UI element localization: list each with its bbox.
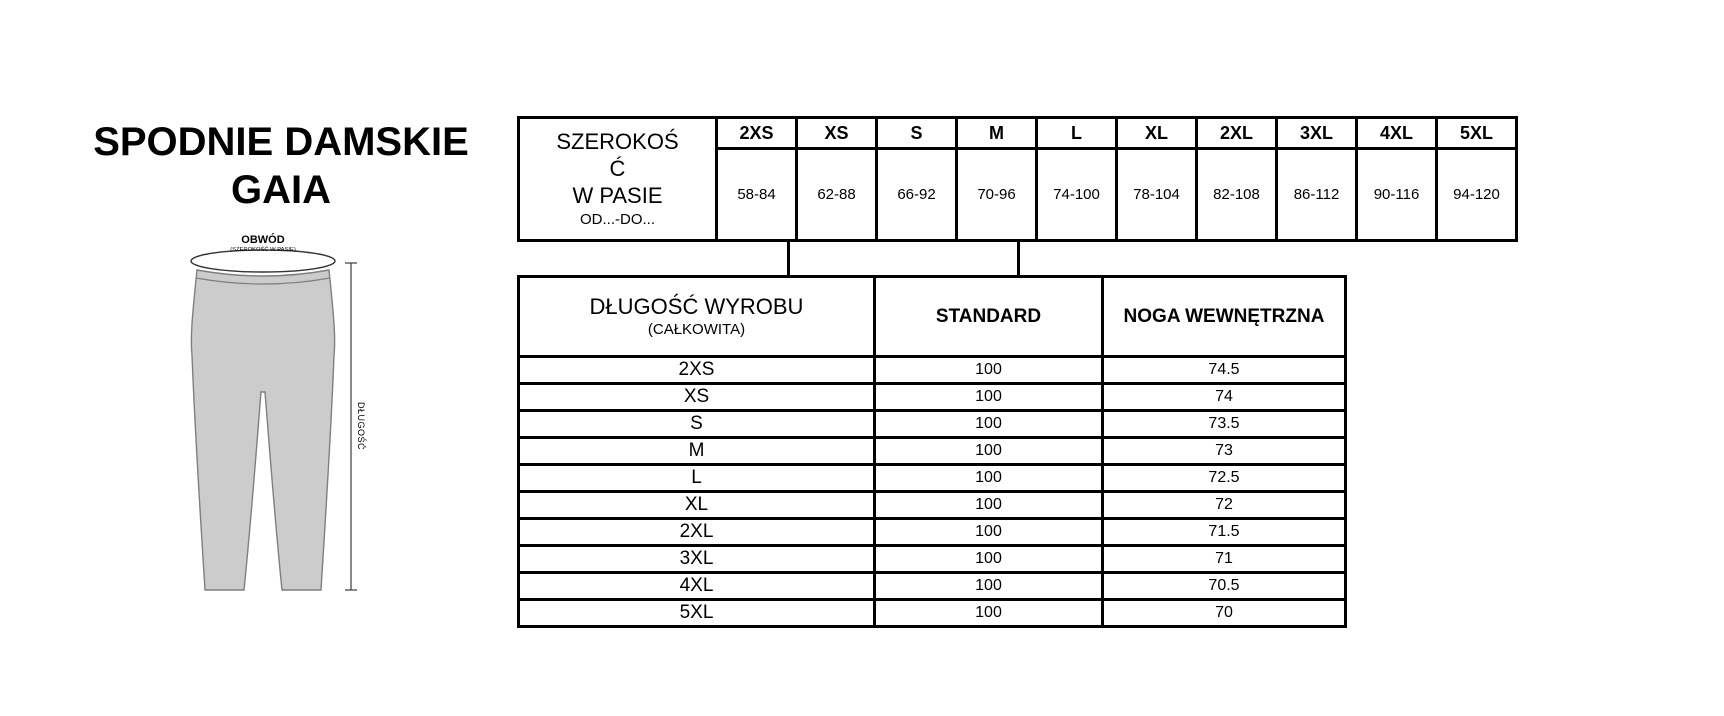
row-size-label: M [519,438,875,465]
page-title-line1: SPODNIE DAMSKIE [93,120,469,164]
length-col1-title: DŁUGOŚĆ WYROBU [589,294,804,319]
size-header-3xl: 3XL [1277,118,1357,149]
pants-silhouette-shape [191,270,334,590]
size-header-s: S [877,118,957,149]
waist-circumference-sublabel: (SZEROKOŚĆ W PASIE) [230,247,296,253]
waist-header-line4: OD...-DO... [580,210,655,228]
table-row [519,384,1346,411]
table-row [519,465,1346,492]
table-row [519,438,1346,465]
table-row [519,411,1346,438]
waist-range-4xl: 90-116 [1357,149,1437,241]
row-inner-leg-value: 70.5 [1103,573,1346,600]
waist-range-s: 66-92 [877,149,957,241]
size-header-4xl: 4XL [1357,118,1437,149]
length-dimension-line [345,263,357,590]
row-inner-leg-value: 72.5 [1103,465,1346,492]
size-header-5xl: 5XL [1437,118,1517,149]
size-header-m: M [957,118,1037,149]
waist-header-line1: SZEROKOŚ [556,128,679,154]
row-size-label: 2XL [519,519,875,546]
length-col1-subtitle: (CAŁKOWITA) [647,321,746,338]
table-row [519,600,1346,627]
row-inner-leg-value: 71.5 [1103,519,1346,546]
row-size-label: XS [519,384,875,411]
waist-range-l: 74-100 [1037,149,1117,241]
row-inner-leg-value: 74.5 [1103,357,1346,384]
product-length-table [517,275,1347,628]
row-size-label: 5XL [519,600,875,627]
row-standard-value: 100 [875,465,1103,492]
row-size-label: XL [519,492,875,519]
length-table-col1-header [519,277,875,357]
pants-diagram [175,230,370,615]
table-row [519,546,1346,573]
row-inner-leg-value: 70 [1103,600,1346,627]
length-dimension-label: DŁUGOŚĆ [356,401,366,451]
waist-range-2xs: 58-84 [717,149,797,241]
page-title [72,118,490,214]
size-header-l: L [1037,118,1117,149]
row-size-label: S [519,411,875,438]
row-size-label: 2XS [519,357,875,384]
row-size-label: 3XL [519,546,875,573]
row-standard-value: 100 [875,411,1103,438]
length-table-col2-header: STANDARD [875,277,1103,357]
waist-header-line3: W PASIE [572,182,663,208]
row-inner-leg-value: 73.5 [1103,411,1346,438]
row-inner-leg-value: 73 [1103,438,1346,465]
waist-range-xs: 62-88 [797,149,877,241]
waist-circumference-label: OBWÓD [241,234,285,246]
waist-range-xl: 78-104 [1117,149,1197,241]
table-row [519,357,1346,384]
table-row [519,492,1346,519]
row-standard-value: 100 [875,600,1103,627]
row-size-label: L [519,465,875,492]
row-standard-value: 100 [875,357,1103,384]
waist-range-5xl: 94-120 [1437,149,1517,241]
waist-range-m: 70-96 [957,149,1037,241]
row-standard-value: 100 [875,384,1103,411]
row-standard-value: 100 [875,573,1103,600]
table-row [519,519,1346,546]
row-inner-leg-value: 74 [1103,384,1346,411]
table-connector-line-right [1017,242,1020,278]
size-header-xs: XS [797,118,877,149]
table-connector-line-left [787,242,790,278]
waist-opening-ellipse [191,250,335,272]
waist-header-line2: Ć [609,155,626,181]
row-standard-value: 100 [875,438,1103,465]
table-row [519,573,1346,600]
length-table-col3-header: NOGA WEWNĘTRZNA [1103,277,1346,357]
row-standard-value: 100 [875,546,1103,573]
page-title-line2: GAIA [231,168,331,212]
row-inner-leg-value: 71 [1103,546,1346,573]
waist-width-table [517,116,1518,242]
size-header-2xs: 2XS [717,118,797,149]
size-header-2xl: 2XL [1197,118,1277,149]
waist-range-2xl: 82-108 [1197,149,1277,241]
row-size-label: 4XL [519,573,875,600]
waist-table-header-cell [519,118,717,241]
row-inner-leg-value: 72 [1103,492,1346,519]
size-header-xl: XL [1117,118,1197,149]
row-standard-value: 100 [875,519,1103,546]
row-standard-value: 100 [875,492,1103,519]
waist-range-3xl: 86-112 [1277,149,1357,241]
